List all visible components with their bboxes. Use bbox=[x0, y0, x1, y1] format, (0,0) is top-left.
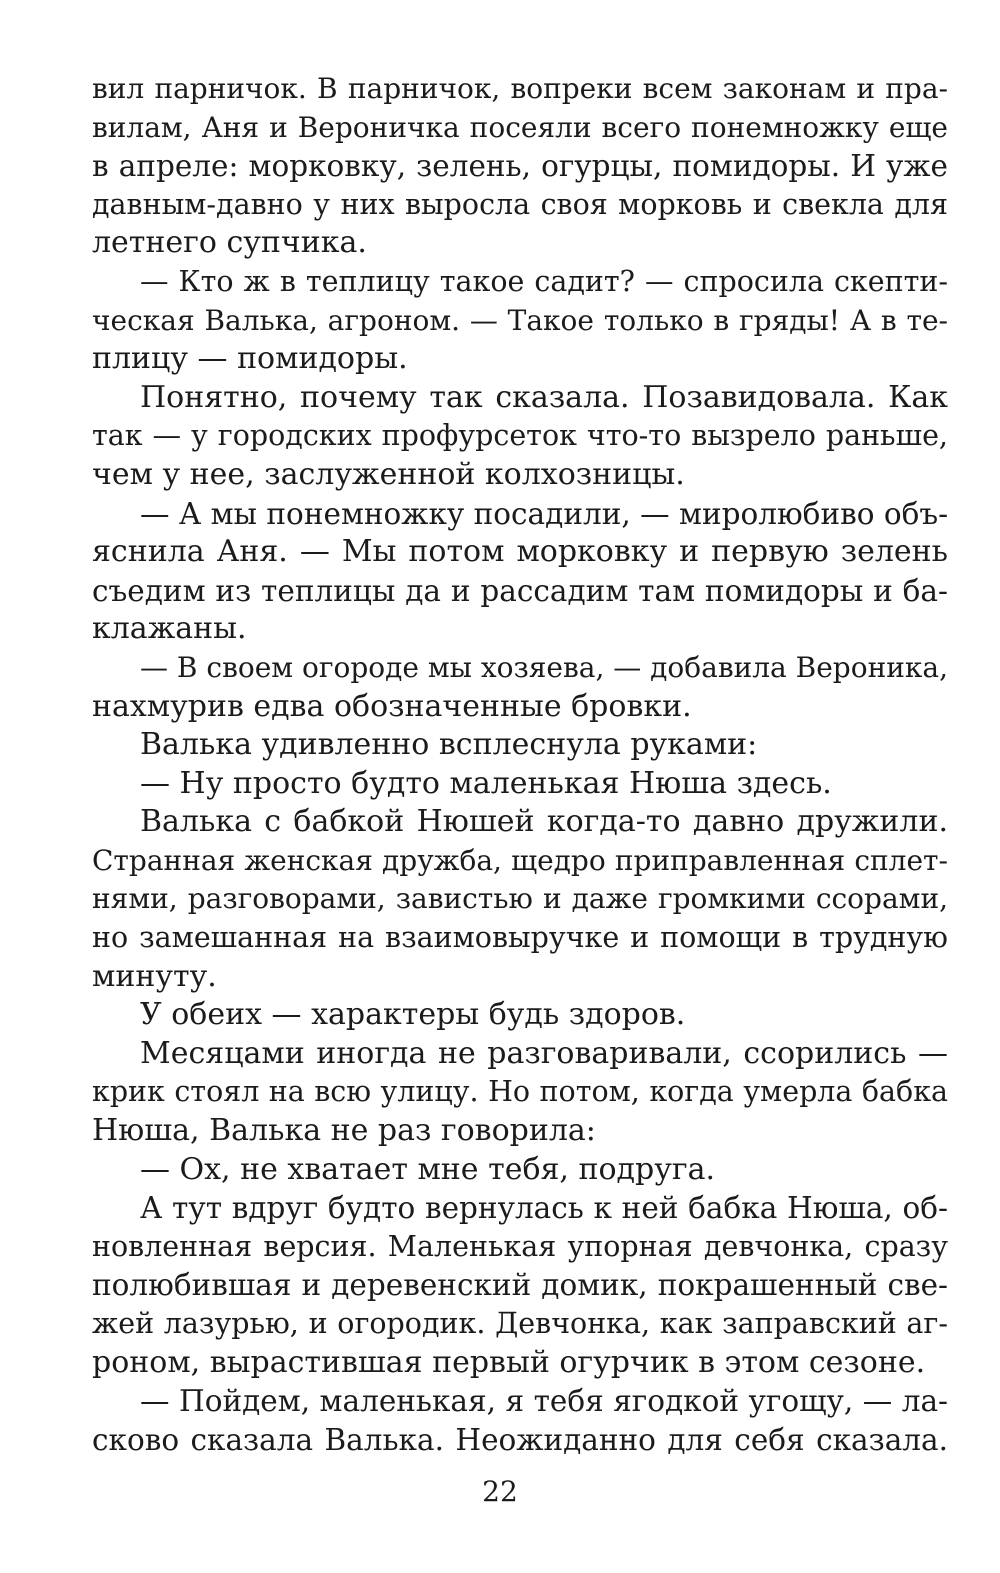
text-line: нями, разговорами, завистью и даже громкими ссорами, bbox=[92, 882, 948, 916]
text-line: в апреле: морковку, зелень, огурцы, помидоры. И уже bbox=[92, 149, 948, 184]
text-line: Понятно, почему так сказала. Позавидовала. Как bbox=[140, 379, 948, 415]
text-line: роном, вырастившая первый огурчик в этом сезоне. bbox=[92, 1344, 926, 1380]
text-line: ческая Валька, агроном. — Такое только в гряды! А в те- bbox=[92, 303, 948, 337]
text-line: так — у городских профурсеток что-то вызрело раньше, bbox=[92, 419, 948, 453]
text-line: Странная женская дружба, щедро приправленная сплет- bbox=[92, 843, 948, 877]
text-line: вил парничок. В парничок, вопреки всем законам и пра- bbox=[92, 72, 948, 105]
text-line: плицу — помидоры. bbox=[92, 341, 408, 377]
text-line: — Пойдем, маленькая, я тебя ягодкой угощу, — ла- bbox=[140, 1384, 948, 1419]
text-line: Нюша, Валька не раз говорила: bbox=[92, 1113, 596, 1149]
text-line: летнего супчика. bbox=[92, 225, 367, 261]
text-line: жей лазурью, и огородик. Девчонка, как заправский аг- bbox=[92, 1307, 948, 1340]
text-line: У обеих — характеры будь здоров. bbox=[140, 997, 686, 1033]
text-line: Месяцами иногда не разговаривали, ссорились — bbox=[140, 1035, 948, 1071]
text-line: съедим из теплицы да и рассадим там помидоры и ба- bbox=[92, 573, 948, 608]
text-line: давным-давно у них выросла своя морковь и свекла для bbox=[92, 187, 948, 221]
text-line: вилам, Аня и Вероничка посеяли всего понемножку еще bbox=[92, 110, 948, 144]
text-line: крик стоял на всю улицу. Но потом, когда умерла бабка bbox=[92, 1075, 948, 1109]
text-line: нахмурив едва обозначенные бровки. bbox=[92, 688, 692, 724]
text-line: минуту. bbox=[92, 958, 217, 994]
text-line: — Ну просто будто маленькая Нюша здесь. bbox=[140, 765, 832, 801]
text-line: А тут вдруг будто вернулась к ней бабка Нюша, об- bbox=[140, 1191, 948, 1226]
text-line: — А мы понемножку посадили, — миролюбиво объ- bbox=[140, 496, 949, 531]
page-number: 22 bbox=[482, 1475, 518, 1508]
text-line: яснила Аня. — Мы потом морковку и первую зелень bbox=[92, 534, 948, 570]
text-line: чем у нее, заслуженной колхозницы. bbox=[92, 456, 685, 492]
text-line: Валька удивленно всплеснула руками: bbox=[140, 727, 758, 763]
text-line: но замешанная на взаимовыручке и помощи в трудную bbox=[92, 921, 948, 955]
text-line: клажаны. bbox=[92, 611, 247, 647]
text-line: — Ох, не хватает мне тебя, подруга. bbox=[140, 1151, 716, 1187]
page-body-text bbox=[92, 70, 948, 1459]
text-line: — Кто ж в теплицу такое садит? — спросила скепти- bbox=[140, 264, 948, 298]
text-line: новленная версия. Маленькая упорная девчонка, сразу bbox=[92, 1229, 948, 1263]
text-line: Валька с бабкой Нюшей когда-то давно дружили. bbox=[140, 804, 948, 840]
text-line: — В своем огороде мы хозяева, — добавила Вероника, bbox=[140, 650, 948, 684]
text-line: полюбившая и деревенский домик, покрашенный све- bbox=[92, 1268, 948, 1303]
text-line: сково сказала Валька. Неожиданно для себя сказала. bbox=[92, 1422, 948, 1457]
